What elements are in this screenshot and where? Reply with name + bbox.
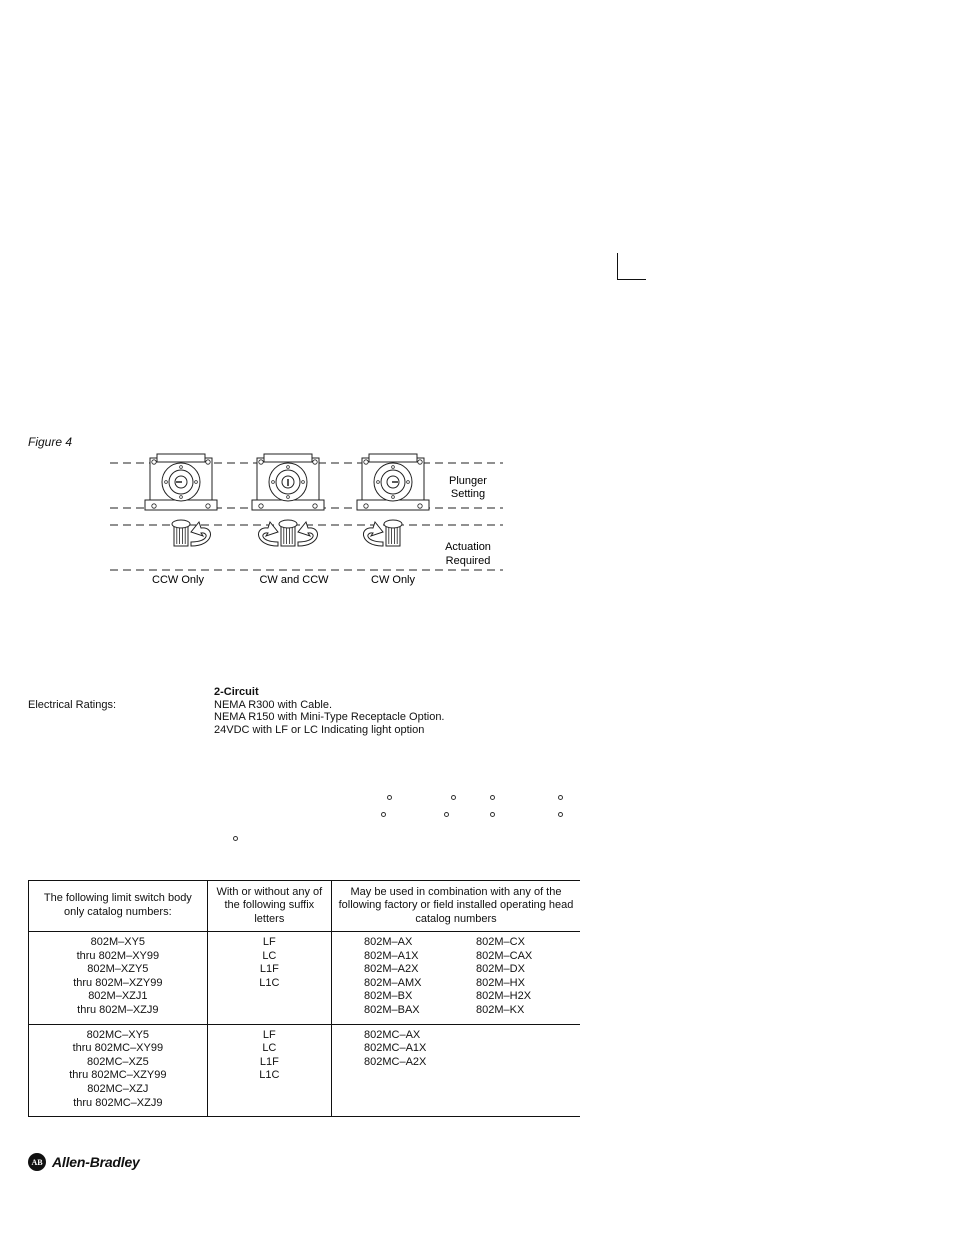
dial-hole — [392, 466, 395, 469]
head-catalog-number: 802M–KX — [476, 1003, 525, 1016]
head-catalog-number: 802M–DX — [476, 963, 525, 976]
suffix-letter: L1F — [259, 963, 279, 976]
dial-hole — [287, 496, 290, 499]
catalog-number: 802M–XZY5 — [87, 963, 149, 976]
switch-top-flange — [264, 454, 312, 462]
rotation-arrow-icon — [259, 522, 278, 546]
head-catalog-number: 802M–BX — [364, 990, 413, 1003]
limit-switch-both — [252, 454, 324, 546]
header-body-catalog: The following limit switch body only catalog numbers: — [29, 881, 208, 932]
rotation-arrow-icon — [364, 522, 383, 546]
screw-icon — [206, 460, 210, 464]
shaft-collar — [279, 520, 297, 528]
catalog-compatibility-table — [28, 880, 580, 1117]
screw-icon — [313, 460, 317, 464]
dial-hole — [180, 466, 183, 469]
suffix-letter: L1C — [259, 976, 280, 989]
switch-top-flange — [369, 454, 417, 462]
shaft-collar — [172, 520, 190, 528]
dial-hole — [302, 481, 305, 484]
header-suffix-letters: With or without any of the following suffix letters — [207, 881, 331, 932]
switch-label-ccw: CCW Only — [152, 574, 204, 586]
dial-hole — [407, 481, 410, 484]
screw-icon — [418, 504, 422, 508]
degree-mark — [444, 812, 449, 817]
dial-hole — [195, 481, 198, 484]
catalog-number: thru 802MC–XZY99 — [69, 1069, 167, 1082]
head-catalog-number: 802MC–A2X — [364, 1055, 427, 1068]
suffix-letter: LF — [262, 936, 276, 948]
ratings-line: NEMA R300 with Cable. — [214, 698, 332, 711]
switch-group — [145, 454, 429, 546]
catalog-number: thru 802M–XY99 — [76, 949, 160, 962]
ab-logo-icon: AB — [28, 1153, 46, 1171]
dial-hole — [392, 496, 395, 499]
dial-hole — [272, 481, 275, 484]
ratings-line: 24VDC with LF or LC Indicating light option — [214, 723, 425, 736]
catalog-number: thru 802MC–XY99 — [72, 1042, 164, 1055]
suffix-letter: L1C — [259, 1069, 280, 1082]
degree-mark — [381, 812, 386, 817]
operating-heads-grid — [364, 936, 576, 1018]
head-catalog-number: 802M–AMX — [364, 976, 422, 989]
suffix-letter: LC — [262, 1042, 277, 1055]
limit-switch-cw — [357, 454, 429, 546]
screw-icon — [364, 460, 368, 464]
screw-icon — [152, 460, 156, 464]
screw-icon — [206, 504, 210, 508]
table-header-row — [29, 881, 581, 932]
catalog-number: thru 802M–XZJ9 — [77, 1003, 159, 1016]
suffix-letter: L1F — [259, 1055, 279, 1068]
allen-bradley-logo — [28, 1153, 140, 1171]
switch-top-flange — [157, 454, 205, 462]
degree-mark — [233, 836, 238, 841]
suffix-letter: LF — [262, 1028, 276, 1041]
catalog-number: 802M–XZJ1 — [88, 990, 148, 1003]
head-catalog-number: 802M–BAX — [364, 1003, 420, 1016]
electrical-ratings-label: Electrical Ratings: — [28, 699, 117, 711]
catalog-number: 802MC–XY5 — [86, 1028, 150, 1041]
catalog-number: 802MC–XZ5 — [86, 1055, 149, 1068]
head-catalog-number: 802M–HX — [476, 976, 525, 989]
catalog-number: 802M–XY5 — [90, 936, 146, 948]
catalog-number: thru 802M–XZY99 — [73, 976, 163, 989]
figure-4-diagram — [108, 452, 508, 592]
plunger-setting-line-1: Plunger — [449, 475, 487, 487]
screw-icon — [152, 504, 156, 508]
switch-label-cw: CW Only — [371, 574, 415, 586]
head-catalog-number: 802M–CX — [476, 936, 525, 948]
brand-name: Allen-Bradley — [52, 1154, 140, 1170]
corner-mark — [617, 253, 646, 280]
head-catalog-number: 802M–A1X — [364, 949, 419, 962]
figure-caption: Figure 4 — [28, 435, 73, 449]
suffix-cell — [207, 932, 331, 1025]
suffix-letter: LC — [262, 949, 277, 962]
head-catalog-number: 802M–CAX — [476, 949, 533, 962]
limit-switch-ccw — [145, 454, 217, 546]
header-operating-heads: May be used in combination with any of the following factory or field installed operating head catalog numbers — [332, 881, 581, 932]
operating-heads-cell — [332, 1024, 581, 1117]
ratings-line: NEMA R150 with Mini-Type Receptacle Option. — [214, 711, 445, 723]
dial-hole — [377, 481, 380, 484]
dial-hole — [180, 496, 183, 499]
operating-heads-cell — [332, 932, 581, 1025]
screw-icon — [259, 460, 263, 464]
head-catalog-number: 802M–AX — [364, 936, 413, 948]
body-catalog-cell — [29, 932, 208, 1025]
degree-mark — [490, 795, 495, 800]
dial-hole — [165, 481, 168, 484]
catalog-number: thru 802MC–XZJ9 — [73, 1096, 163, 1109]
screw-icon — [313, 504, 317, 508]
dial-hole — [287, 466, 290, 469]
suffix-cell — [207, 1024, 331, 1117]
ratings-heading: 2-Circuit — [214, 686, 259, 698]
table-row — [29, 932, 581, 1025]
head-catalog-number: 802MC–AX — [364, 1028, 421, 1041]
rotation-arrow-icon — [191, 522, 210, 546]
plunger-setting-line-2: Setting — [450, 488, 486, 500]
degree-mark — [451, 795, 456, 800]
head-catalog-number: 802MC–A1X — [364, 1042, 427, 1055]
body-catalog-cell — [29, 1024, 208, 1117]
screw-icon — [259, 504, 263, 508]
degree-mark — [387, 795, 392, 800]
table-row — [29, 1024, 581, 1117]
rotation-arrow-icon — [298, 522, 317, 546]
degree-mark — [558, 795, 563, 800]
screw-icon — [364, 504, 368, 508]
screw-icon — [418, 460, 422, 464]
degree-mark — [490, 812, 495, 817]
head-catalog-number: 802M–H2X — [476, 990, 532, 1003]
head-catalog-number: 802M–A2X — [364, 963, 419, 976]
shaft-collar — [384, 520, 402, 528]
degree-mark — [558, 812, 563, 817]
electrical-ratings-block — [214, 686, 445, 736]
actuation-required-line-1: Actuation — [445, 541, 491, 553]
switch-label-both: CW and CCW — [259, 574, 329, 586]
catalog-number: 802MC–XZJ — [87, 1082, 149, 1095]
actuation-required-line-2: Required — [445, 555, 491, 567]
